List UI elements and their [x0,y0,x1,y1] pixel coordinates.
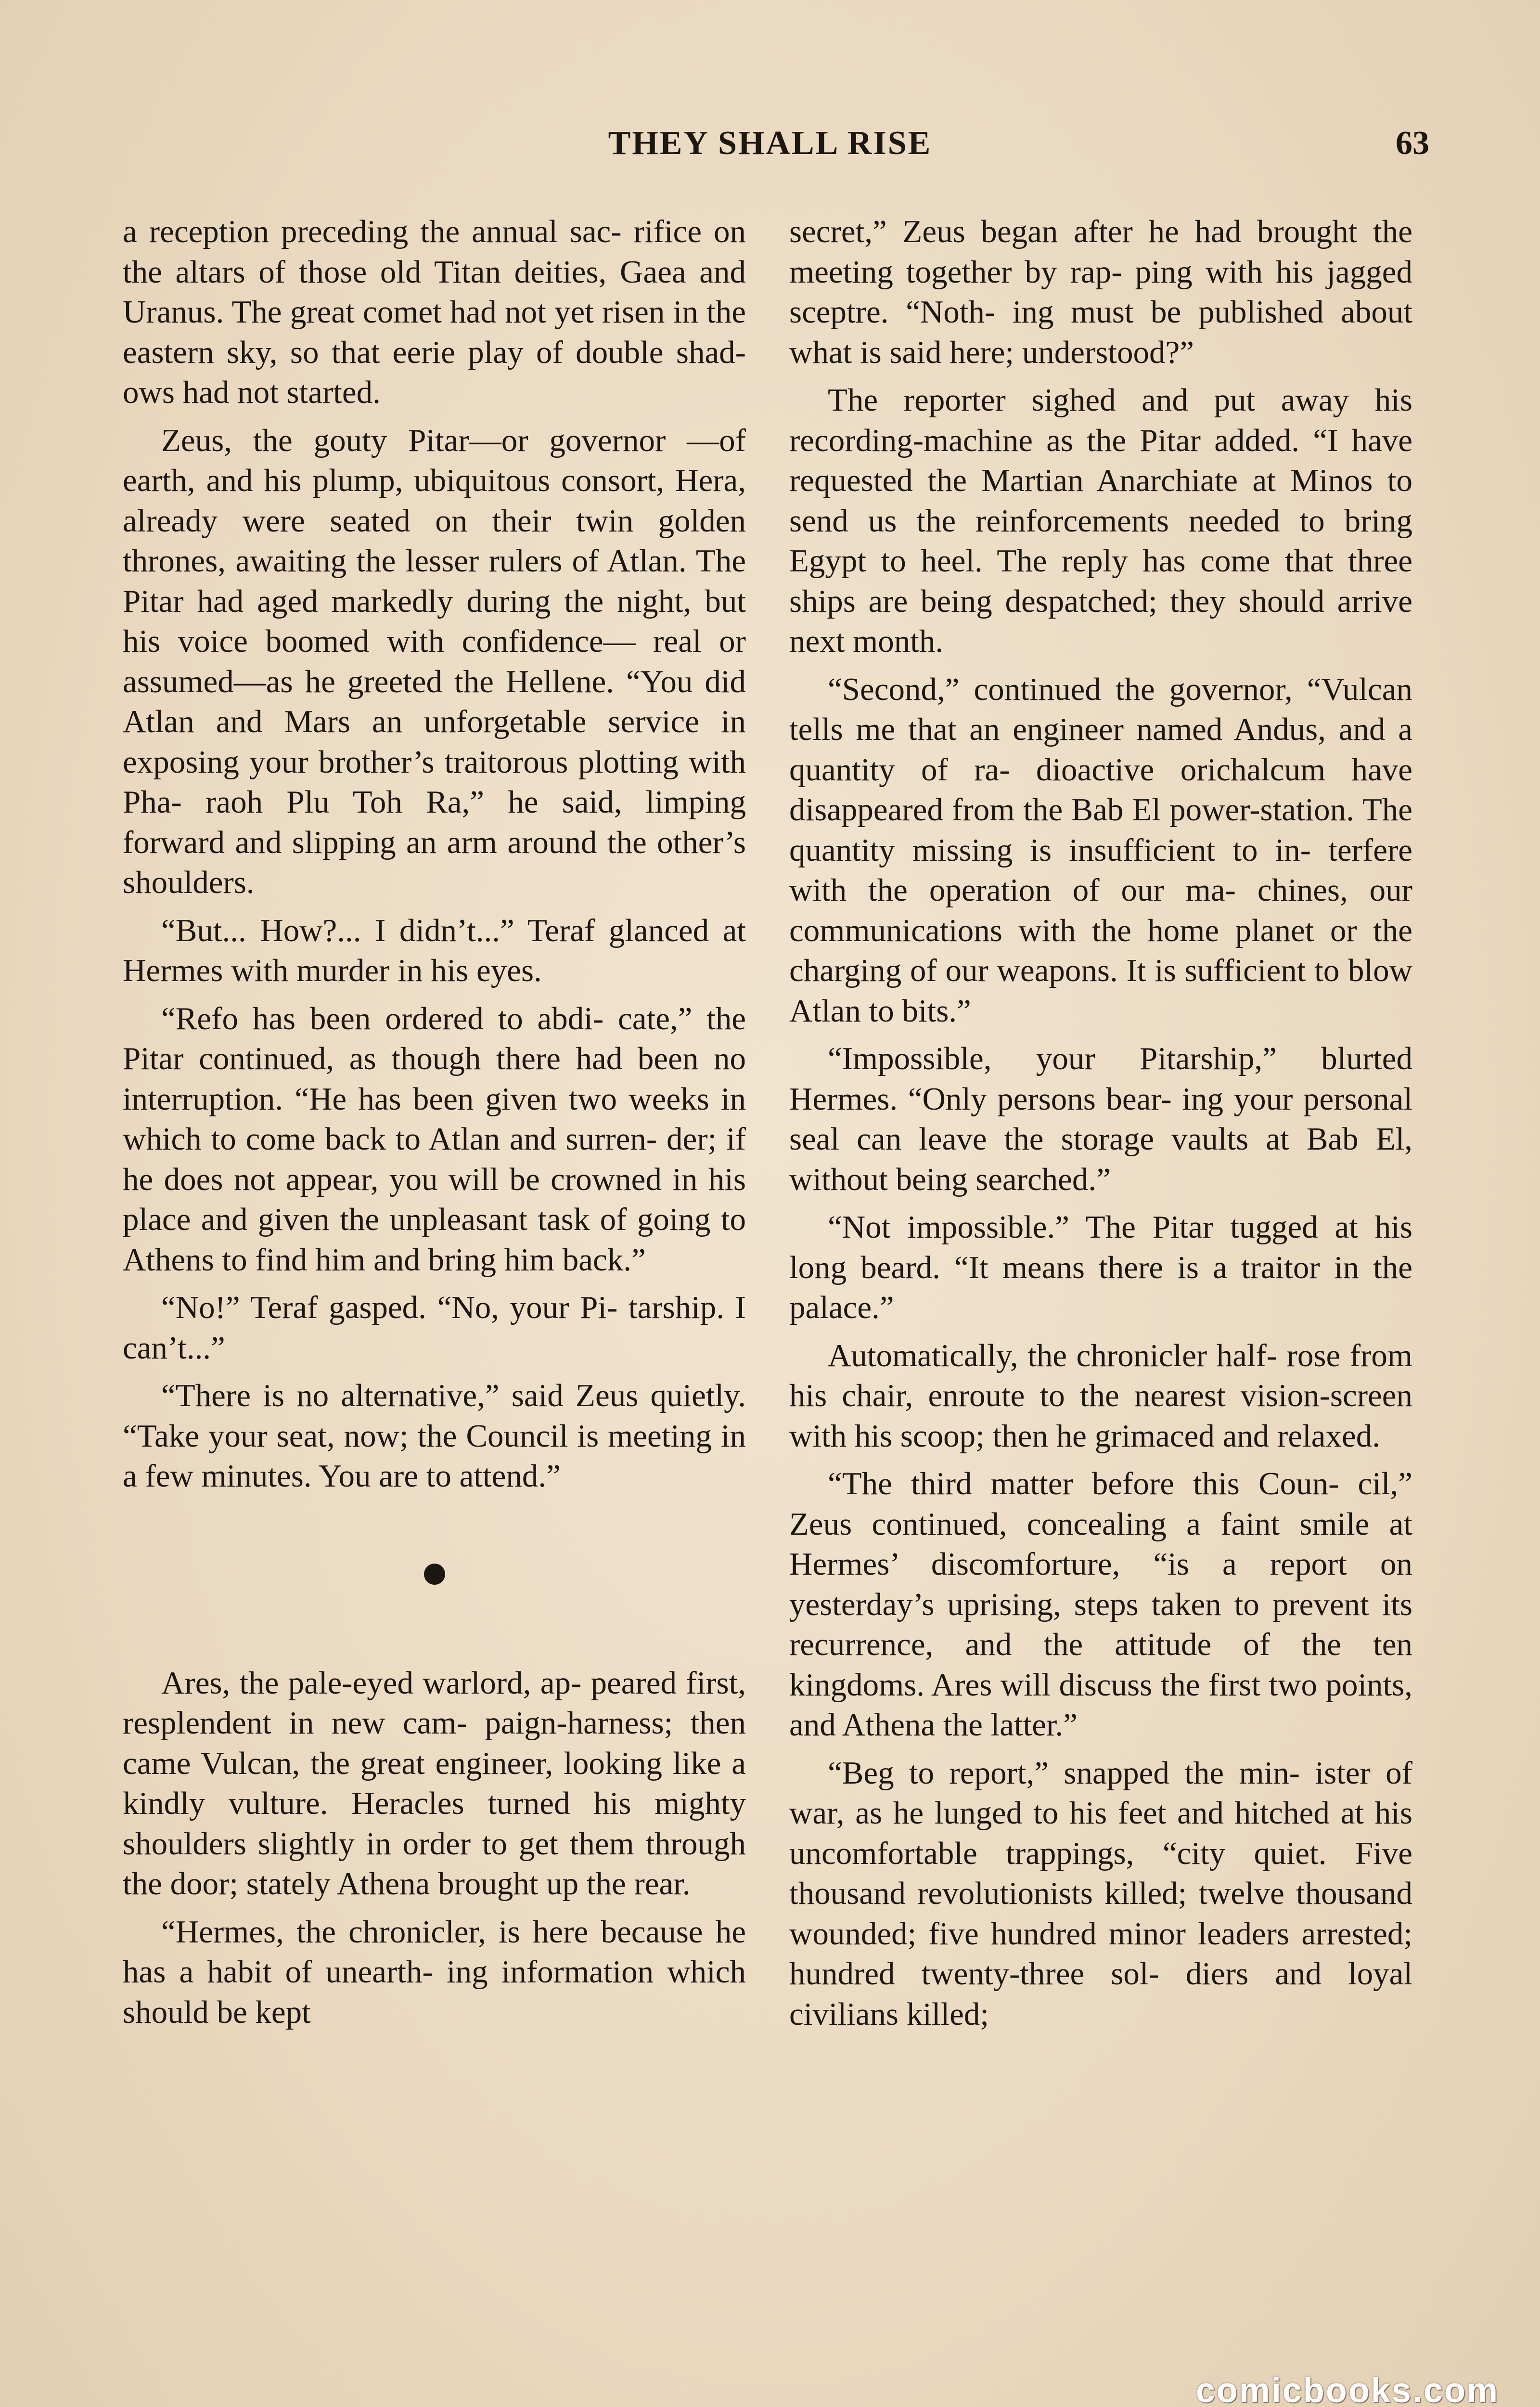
paragraph: “No!” Teraf gasped. “No, your Pi- tarship. I can’t...” [123,1290,746,1366]
paragraph: “The third matter before this Coun- cil,” Zeus continued, concealing a faint smile at Hermes’ discomforture, “is a report on yesterday’s uprising, steps taken to prevent its recurrence, and the attitude of the ten kingdoms. Ares will discuss the first two points, and Athena the latter.” [789,1466,1412,1743]
section-break-bullet-icon [424,1564,445,1585]
paragraph: Automatically, the chronicler half- rose from his chair, enroute to the nearest vision-screen with his scoop; then he grimaced and relaxed. [789,1337,1412,1454]
page-header [111,124,1429,177]
left-column [123,212,746,2388]
paragraph: Zeus, the gouty Pitar—or governor —of earth, and his plump, ubiquitous consort, Hera, already were seated on their twin golden thrones, awaiting the lesser rulers of Atlan. The Pitar had aged markedly during the night, but his voice boomed with confidence— real or assumed—as he greeted the Hellene. “You did Atlan and Mars an unforgetable service in exposing your brother’s traitorous plotting with Pha- raoh Plu Toh Ra,” he said, limping forward and slipping an arm around the other’s shoulders. [123,422,746,900]
page-number: 63 [1396,125,1429,162]
paragraph: “Hermes, the chronicler, is here because he has a habit of unearth- ing information which should be kept [123,1914,746,2030]
paragraph: “Not impossible.” The Pitar tugged at his long beard. “It means there is a traitor in the palace.” [789,1209,1412,1325]
paragraph: The reporter sighed and put away his recording-machine as the Pitar added. “I have requested the Martian Anarchiate at Minos to send us the reinforcements needed to bring Egypt to heel. The reply has come that three ships are being despatched; they should arrive next month. [789,382,1412,659]
paragraph: “Refo has been ordered to abdi- cate,” the Pitar continued, as though there had been no interruption. “He has been given two weeks in which to come back to Atlan and surren- der; if he does not appear, you will be crowned in his place and given the unpleasant task of going to Athens to find him and bring him back.” [123,1000,746,1278]
paragraph: “Second,” continued the governor, “Vulcan tells me that an engineer named Andus, and a quantity of ra- dioactive orichalcum have disappeared from the Bab El power-station. The quantity missing is insufficient to in- terfere with the operation of our ma- chines, our communications with the home planet or the charging of our weapons. It is sufficient to blow Atlan to bits.” [789,671,1412,1029]
paragraph: a reception preceding the annual sac- rifice on the altars of those old Titan deities, Gaea and Uranus. The great comet had not yet risen in the eastern sky, so that eerie play of double shad- ows had not started. [123,214,746,410]
running-title: THEY SHALL RISE [608,125,932,162]
paragraph: Ares, the pale-eyed warlord, ap- peared first, resplendent in new cam- paign-harness; then came Vulcan, the great engineer, looking like a kindly vulture. Heracles turned his mighty shoulders slightly in order to get them through the door; stately Athena brought up the rear. [123,1665,746,1902]
section-break [123,1504,746,1663]
right-column [789,212,1412,2388]
paragraph: “There is no alternative,” said Zeus quietly. “Take your seat, now; the Council is meeting in a few minutes. You are to attend.” [123,1378,746,1494]
paragraph: “Beg to report,” snapped the min- ister of war, as he lunged to his feet and hitched at his uncomfortable trappings, “city quiet. Five thousand revolutionists killed; twelve thousand wounded; five hundred minor leaders arrested; hundred twenty-three sol- diers and loyal civilians killed; [789,1755,1412,2032]
paragraph: “Impossible, your Pitarship,” blurted Hermes. “Only persons bear- ing your personal seal can leave the storage vaults at Bab El, without being searched.” [789,1041,1412,1197]
paragraph: secret,” Zeus began after he had brought the meeting together by rap- ping with his jagged sceptre. “Noth- ing must be published about what is said here; understood?” [789,214,1412,370]
paragraph: “But... How?... I didn’t...” Teraf glanced at Hermes with murder in his eyes. [123,912,746,988]
watermark: comicbooks.com [1195,2371,1499,2407]
